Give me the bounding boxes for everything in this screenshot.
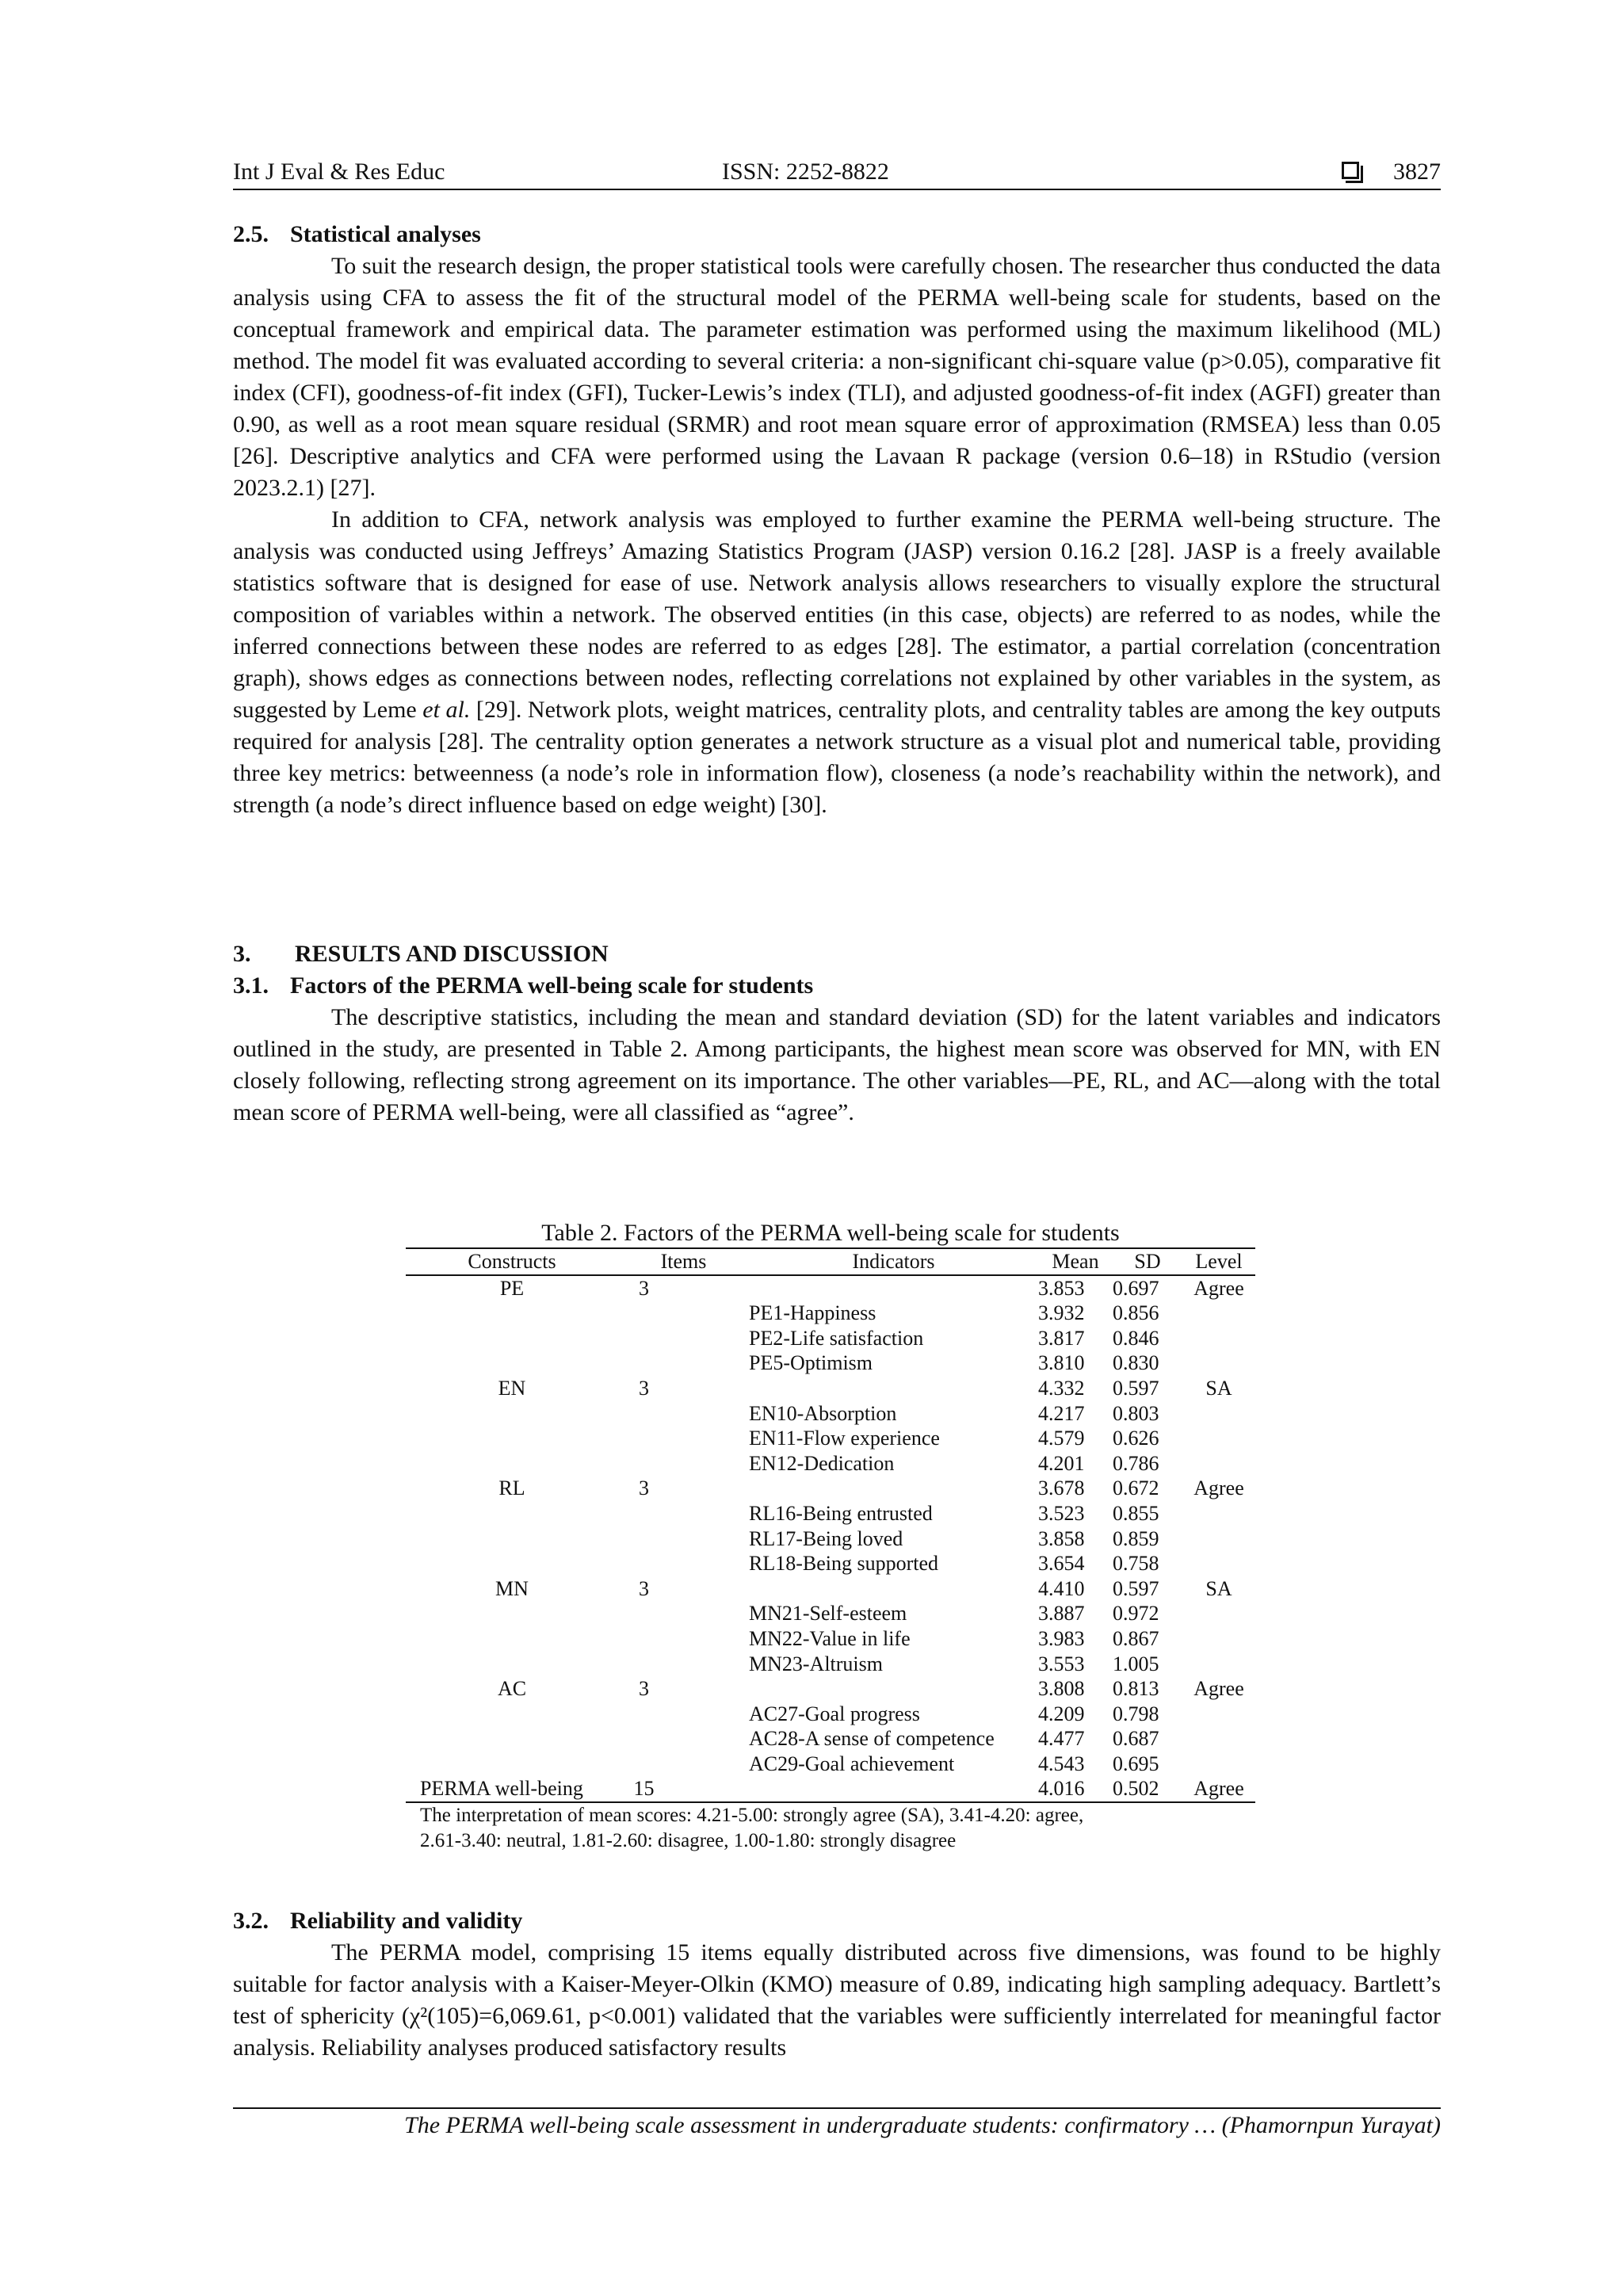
paragraph: In addition to CFA, network analysis was employed to further examine the PERMA well-being structure. The analysis was conducted using Jeffreys’ Amazing Statistics Program (JASP) version 0.16.2 [28]. JASP is a freely available statistics software that is designed for ease of use. Network analysis allows researchers to visually explore the structural composition of variables within a network. The observed entities (in this case, objects) are referred to as nodes, while the inferred connections between these nodes are referred to as edges [28]. The estimator, a partial correlation (concentration graph), shows edges as connections between nodes, reflecting correlations not explained by other variables in the system, as suggested by Leme et al. [29]. Network plots, weight matrices, centrality plots, and centrality tables are among the key outputs required for analysis [28]. The centrality option generates a network structure as a visual plot and numerical table, providing three key metrics: betweenness (a node’s role in information flow), closeness (a node’s reachability within the network), and strength (a node’s direct influence based on edge weight) [30]. bbox=[233, 506, 1441, 818]
table-cell: SA bbox=[1205, 1576, 1232, 1600]
table-cell bbox=[406, 1326, 618, 1351]
table-cell bbox=[406, 1752, 618, 1777]
table-row bbox=[406, 1676, 1255, 1702]
section-2-5 bbox=[233, 219, 1441, 821]
table-cell: 3.553 bbox=[1038, 1652, 1085, 1675]
table-cell: 0.626 bbox=[1113, 1427, 1159, 1450]
table-cell: 3.817 bbox=[1038, 1326, 1085, 1350]
table-cell: 3.654 bbox=[1038, 1552, 1085, 1576]
table-cell bbox=[749, 1776, 1038, 1802]
table-cell: 3 bbox=[639, 1677, 649, 1701]
data-table bbox=[406, 1247, 1255, 1803]
table-cell bbox=[406, 1526, 618, 1552]
table-cell: 4.477 bbox=[1038, 1727, 1085, 1751]
running-header bbox=[233, 155, 1441, 190]
table-cell: PE2-Life satisfaction bbox=[749, 1326, 924, 1350]
table-cell: 3.808 bbox=[1038, 1677, 1085, 1701]
table-cell bbox=[1182, 1626, 1255, 1652]
table-cell: 0.830 bbox=[1113, 1351, 1159, 1375]
table-row bbox=[406, 1702, 1255, 1727]
table-cell: 3.678 bbox=[1038, 1477, 1085, 1500]
table-cell bbox=[1182, 1426, 1255, 1451]
table-cell bbox=[618, 1526, 749, 1552]
table-cell bbox=[618, 1501, 749, 1526]
table-cell: 4.209 bbox=[1038, 1702, 1085, 1725]
table-cell bbox=[618, 1652, 749, 1677]
table-cell bbox=[618, 1401, 749, 1427]
table-cell bbox=[618, 1451, 749, 1477]
table-row bbox=[406, 1526, 1255, 1552]
table-cell: 3.523 bbox=[1038, 1501, 1085, 1525]
table-cell: Agree bbox=[1193, 1677, 1244, 1701]
table-cell: 4.579 bbox=[1038, 1427, 1085, 1450]
table-2 bbox=[406, 1219, 1255, 1854]
table-cell: MN23-Altruism bbox=[749, 1652, 883, 1675]
table-cell bbox=[406, 1350, 618, 1376]
running-footer: The PERMA well-being scale assessment in undergraduate students: confirmatory … (Phamornpun Yurayat) bbox=[404, 2112, 1441, 2138]
table-cell bbox=[1182, 1501, 1255, 1526]
table-cell: 0.972 bbox=[1113, 1602, 1159, 1626]
table-cell: 0.859 bbox=[1113, 1526, 1159, 1550]
table-cell: 0.813 bbox=[1113, 1677, 1159, 1701]
table-caption: Table 2. Factors of the PERMA well-being scale for students bbox=[541, 1220, 1120, 1246]
table-cell: 0.697 bbox=[1113, 1276, 1159, 1300]
table-row bbox=[406, 1576, 1255, 1602]
table-cell bbox=[618, 1426, 749, 1451]
table-cell bbox=[618, 1350, 749, 1376]
table-cell bbox=[749, 1576, 1038, 1602]
table-cell: 3 bbox=[639, 1376, 649, 1400]
table-cell bbox=[406, 1301, 618, 1326]
table-cell: 4.332 bbox=[1038, 1376, 1085, 1400]
table-cell: SA bbox=[1205, 1376, 1232, 1400]
table-cell bbox=[406, 1702, 618, 1727]
table-cell: 3.983 bbox=[1038, 1626, 1085, 1650]
table-cell: MN22-Value in life bbox=[749, 1626, 911, 1650]
table-row bbox=[406, 1776, 1255, 1802]
column-header: Constructs bbox=[406, 1248, 618, 1275]
paragraph: The descriptive statistics, including the mean and standard deviation (SD) for the latent variables and indicators outlined in the study, are presented in Table 2. Among participants, the highest mean score was observed for MN, with EN closely following, reflecting strong agreement on its importance. The other variables—PE, RL, and AC—along with the total mean score of PERMA well-being, were all classified as “agree”. bbox=[233, 1004, 1441, 1125]
issn: ISSN: 2252-8822 bbox=[722, 159, 889, 185]
table-cell: 4.016 bbox=[1038, 1776, 1113, 1802]
table-cell: Agree bbox=[1193, 1276, 1244, 1300]
table-row bbox=[406, 1752, 1255, 1777]
table-cell bbox=[406, 1501, 618, 1526]
table-cell: 0.695 bbox=[1113, 1752, 1159, 1775]
table-row bbox=[406, 1451, 1255, 1477]
table-cell bbox=[1182, 1702, 1255, 1727]
column-header: Indicators bbox=[749, 1248, 1038, 1275]
table-row bbox=[406, 1350, 1255, 1376]
table-cell: 3.932 bbox=[1038, 1301, 1085, 1325]
table-cell: RL18-Being supported bbox=[749, 1552, 939, 1576]
page-number: 3827 bbox=[1393, 159, 1441, 185]
section-heading: 2.5. Statistical analyses bbox=[233, 221, 481, 247]
table-row bbox=[406, 1652, 1255, 1677]
table-cell: 3.887 bbox=[1038, 1602, 1085, 1626]
table-cell: MN bbox=[495, 1576, 529, 1600]
section-heading: 3. RESULTS AND DISCUSSION bbox=[233, 941, 609, 967]
table-row bbox=[406, 1476, 1255, 1501]
table-cell bbox=[618, 1726, 749, 1752]
column-header: Mean bbox=[1038, 1248, 1113, 1275]
table-cell: 15 bbox=[618, 1776, 749, 1802]
table-cell bbox=[1182, 1451, 1255, 1477]
table-cell: AC28-A sense of competence bbox=[749, 1727, 995, 1751]
table-cell bbox=[406, 1726, 618, 1752]
table-cell bbox=[618, 1752, 749, 1777]
table-row bbox=[406, 1501, 1255, 1526]
table-row bbox=[406, 1601, 1255, 1626]
table-cell: 0.597 bbox=[1113, 1376, 1159, 1400]
table-row bbox=[406, 1275, 1255, 1301]
table-cell: Agree bbox=[1193, 1477, 1244, 1500]
table-cell: 3.853 bbox=[1038, 1276, 1085, 1300]
table-cell bbox=[1182, 1326, 1255, 1351]
table-cell: 0.597 bbox=[1113, 1576, 1159, 1600]
table-cell bbox=[1182, 1752, 1255, 1777]
table-body bbox=[406, 1275, 1255, 1802]
table-cell bbox=[618, 1551, 749, 1576]
table-cell: 3.810 bbox=[1038, 1351, 1085, 1375]
table-cell bbox=[1182, 1551, 1255, 1576]
table-row bbox=[406, 1726, 1255, 1752]
table-cell: 4.410 bbox=[1038, 1576, 1085, 1600]
table-cell bbox=[618, 1702, 749, 1727]
paragraph: The PERMA model, comprising 15 items equally distributed across five dimensions, was found to be highly suitable for factor analysis with a Kaiser-Meyer-Olkin (KMO) measure of 0.89, indicating high sampling adequacy. Bartlett’s test of sphericity (χ²(105)=6,069.61, p<0.001) validated that the variables were sufficiently interrelated for meaningful factor analysis. Reliability analyses produced satisfactory results bbox=[233, 1939, 1441, 2061]
table-cell: PE1-Happiness bbox=[749, 1301, 876, 1325]
table-cell: MN21-Self-esteem bbox=[749, 1602, 907, 1626]
table-note: The interpretation of mean scores: 4.21-5.00: strongly agree (SA), 3.41-4.20: agree, 2.61-3.40: neutral, 1.81-2.60: disagree, 1.00-1.80: strongly disagree bbox=[420, 1805, 1084, 1852]
table-cell bbox=[406, 1551, 618, 1576]
table-cell: 0.758 bbox=[1113, 1552, 1159, 1576]
table-cell: 4.201 bbox=[1038, 1451, 1085, 1475]
table-cell: 0.786 bbox=[1113, 1451, 1159, 1475]
table-cell bbox=[618, 1326, 749, 1351]
subsection-heading: 3.1. Factors of the PERMA well-being scale for students bbox=[233, 972, 814, 999]
table-cell: 3 bbox=[639, 1276, 649, 1300]
table-cell bbox=[406, 1601, 618, 1626]
table-header-row bbox=[406, 1248, 1255, 1275]
table-cell: PERMA well-being bbox=[406, 1776, 618, 1802]
table-cell: Agree bbox=[1182, 1776, 1255, 1802]
table-cell bbox=[406, 1652, 618, 1677]
table-cell bbox=[1182, 1726, 1255, 1752]
section-3-2 bbox=[233, 1905, 1441, 2064]
table-cell: 4.217 bbox=[1038, 1401, 1085, 1425]
table-cell bbox=[406, 1626, 618, 1652]
table-cell bbox=[406, 1401, 618, 1427]
table-cell bbox=[1182, 1601, 1255, 1626]
table-cell bbox=[618, 1601, 749, 1626]
table-cell: EN bbox=[498, 1376, 526, 1400]
table-cell bbox=[1182, 1401, 1255, 1427]
table-cell: AC bbox=[497, 1677, 527, 1701]
table-cell bbox=[749, 1275, 1038, 1301]
table-cell: 0.803 bbox=[1113, 1401, 1159, 1425]
table-cell: 1.005 bbox=[1113, 1652, 1159, 1675]
table-cell: 0.798 bbox=[1113, 1702, 1159, 1725]
table-row bbox=[406, 1426, 1255, 1451]
table-cell: 3.858 bbox=[1038, 1526, 1085, 1550]
paragraph: To suit the research design, the proper statistical tools were carefully chosen. The researcher thus conducted the data analysis using CFA to assess the fit of the structural model of the PERMA well-being scale for students, based on the conceptual framework and empirical data. The parameter estimation was performed using the maximum likelihood (ML) method. The model fit was evaluated according to several criteria: a non-significant chi-square value (p>0.05), comparative fit index (CFI), goodness-of-fit index (GFI), Tucker-Lewis’s index (TLI), and adjusted goodness-of-fit index (AGFI) greater than 0.90, as well as a root mean square residual (SRMR) and root mean square error of approximation (RMSEA) less than 0.05 [26]. Descriptive analytics and CFA were performed using the Lavaan R package (version 0.6–18) in RStudio (version 2023.2.1) [27]. bbox=[233, 253, 1441, 501]
table-cell: PE5-Optimism bbox=[749, 1351, 873, 1375]
column-header: Items bbox=[618, 1248, 749, 1275]
square-bullet-icon bbox=[1342, 162, 1359, 179]
column-header: Level bbox=[1182, 1248, 1255, 1275]
table-cell: AC27-Goal progress bbox=[749, 1702, 920, 1725]
table-cell bbox=[1182, 1350, 1255, 1376]
table-cell: 0.856 bbox=[1113, 1301, 1159, 1325]
table-cell: 0.502 bbox=[1113, 1776, 1182, 1802]
table-row bbox=[406, 1551, 1255, 1576]
table-cell bbox=[749, 1676, 1038, 1702]
table-cell: AC29-Goal achievement bbox=[749, 1752, 955, 1775]
table-row bbox=[406, 1401, 1255, 1427]
table-cell bbox=[749, 1476, 1038, 1501]
column-header: SD bbox=[1113, 1248, 1182, 1275]
table-row bbox=[406, 1326, 1255, 1351]
table-cell bbox=[406, 1451, 618, 1477]
table-cell: 3 bbox=[639, 1576, 649, 1600]
subsection-heading: 3.2. Reliability and validity bbox=[233, 1908, 523, 1934]
table-cell: EN12-Dedication bbox=[749, 1451, 895, 1475]
table-cell: 0.687 bbox=[1113, 1727, 1159, 1751]
table-row bbox=[406, 1376, 1255, 1401]
journal-name: Int J Eval & Res Educ bbox=[233, 159, 445, 185]
table-cell bbox=[1182, 1652, 1255, 1677]
table-row bbox=[406, 1301, 1255, 1326]
table-cell: 0.855 bbox=[1113, 1501, 1159, 1525]
table-cell bbox=[406, 1426, 618, 1451]
table-cell bbox=[749, 1376, 1038, 1401]
table-cell: 0.672 bbox=[1113, 1477, 1159, 1500]
table-cell: RL16-Being entrusted bbox=[749, 1501, 933, 1525]
section-3 bbox=[233, 938, 1441, 1129]
table-cell bbox=[618, 1301, 749, 1326]
table-cell: 0.846 bbox=[1113, 1326, 1159, 1350]
table-cell bbox=[1182, 1526, 1255, 1552]
table-cell: RL bbox=[498, 1477, 525, 1500]
footer-rule bbox=[233, 2107, 1441, 2109]
table-cell: 0.867 bbox=[1113, 1626, 1159, 1650]
table-cell bbox=[618, 1626, 749, 1652]
table-cell: EN11-Flow experience bbox=[749, 1427, 940, 1450]
table-row bbox=[406, 1626, 1255, 1652]
table-cell: 4.543 bbox=[1038, 1752, 1085, 1775]
table-cell: EN10-Absorption bbox=[749, 1401, 897, 1425]
table-cell: RL17-Being loved bbox=[749, 1526, 903, 1550]
table-cell bbox=[1182, 1301, 1255, 1326]
table-cell: PE bbox=[499, 1276, 525, 1300]
table-cell: 3 bbox=[639, 1477, 649, 1500]
